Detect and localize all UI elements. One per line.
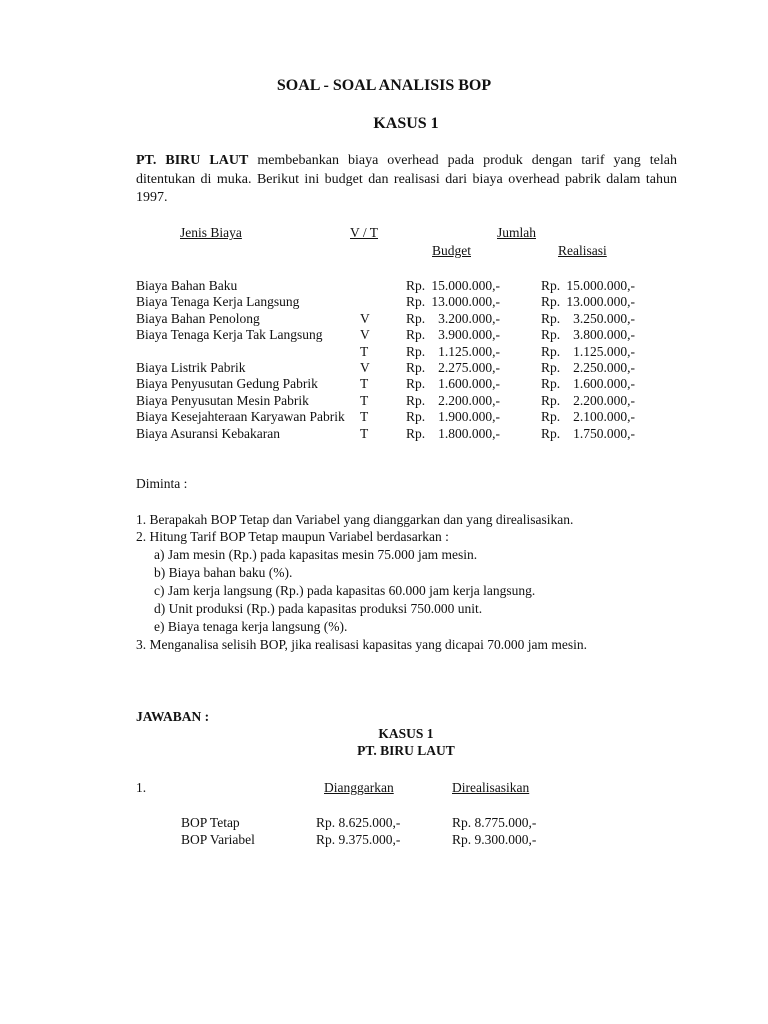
budget-amount: 3.900.000,- [438,327,500,343]
table-row [0,344,768,360]
realisasi-currency: Rp. [541,376,561,392]
answer-row-label: BOP Tetap [181,815,240,830]
jawaban-label: JAWABAN : [136,709,210,724]
budget-amount: 2.200.000,- [438,392,500,408]
table-row [0,294,768,310]
realisasi-currency: Rp. [541,409,561,425]
realisasi-amount: 1.125.000,- [573,343,635,359]
realisasi-amount: 2.250.000,- [573,360,635,375]
budget-amount: 1.800.000,- [438,425,500,441]
realisasi-currency: Rp. [541,392,561,408]
jawaban-company: PT. BIRU LAUT [357,743,455,758]
answer-row-label: BOP Variabel [181,832,255,847]
cost-type: T [360,343,369,359]
table-row [0,311,768,327]
budget-currency: Rp. [406,376,426,392]
list-item: 3. Menganalisa selisih BOP, jika realisasi kapasitas yang dicapai 70.000 jam mesin. [136,637,588,652]
cost-name: Biaya Penyusutan Gedung Pabrik [136,376,318,392]
answer-row-dianggarkan: Rp. 9.375.000,- [316,832,401,847]
list-item: e) Biaya tenaga kerja langsung (%). [154,619,348,634]
header-budget: Budget [432,243,471,258]
realisasi-amount: 3.800.000,- [573,327,635,343]
budget-amount: 1.900.000,- [438,409,500,425]
budget-amount: 13.000.000,- [431,294,500,310]
page-title: SOAL - SOAL ANALISIS BOP [276,77,492,94]
intro-paragraph [136,152,677,208]
answer-row-direalisasikan: Rp. 8.775.000,- [452,815,537,830]
realisasi-amount: 1.600.000,- [573,376,635,392]
budget-amount: 1.125.000,- [438,343,500,359]
budget-currency: Rp. [406,392,426,408]
realisasi-currency: Rp. [541,360,561,375]
header-realisasi: Realisasi [558,243,607,258]
cost-name: Biaya Bahan Baku [136,278,238,293]
realisasi-amount: 15.000.000,- [566,278,635,293]
realisasi-amount: 13.000.000,- [566,294,635,310]
case-title: KASUS 1 [373,115,439,132]
cost-name: Biaya Asuransi Kebakaran [136,425,280,441]
realisasi-currency: Rp. [541,278,561,293]
table-row [0,360,768,376]
realisasi-currency: Rp. [541,294,561,310]
budget-currency: Rp. [406,327,426,343]
cost-name: Biaya Kesejahteraan Karyawan Pabrik [136,409,345,425]
cost-name: Biaya Tenaga Kerja Langsung [136,294,300,310]
budget-currency: Rp. [406,409,426,425]
realisasi-amount: 3.250.000,- [573,310,635,326]
answer-row-direalisasikan: Rp. 9.300.000,- [452,832,537,847]
cost-type: T [360,425,369,441]
list-item: b) Biaya bahan baku (%). [154,565,293,580]
cost-type: V [360,360,370,375]
budget-currency: Rp. [406,360,426,375]
budget-currency: Rp. [406,278,426,293]
list-item: d) Unit produksi (Rp.) pada kapasitas produksi 750.000 unit. [154,601,483,616]
cost-name: Biaya Tenaga Kerja Tak Langsung [136,327,323,343]
table-row [0,278,768,294]
jawaban-kasus: KASUS 1 [378,726,434,741]
budget-currency: Rp. [406,310,426,326]
list-item: 2. Hitung Tarif BOP Tetap maupun Variabel berdasarkan : [136,529,449,544]
header-direalisasikan: Direalisasikan [452,780,530,795]
realisasi-amount: 2.200.000,- [573,392,635,408]
header-vt: V / T [350,225,379,240]
cost-name: Biaya Listrik Pabrik [136,360,246,375]
table-row [0,393,768,409]
realisasi-currency: Rp. [541,425,561,441]
intro-company: PT. BIRU LAUT [136,153,249,168]
list-item: a) Jam mesin (Rp.) pada kapasitas mesin 75.000 jam mesin. [154,547,478,562]
diminta-label: Diminta : [136,476,188,491]
answer-row-dianggarkan: Rp. 8.625.000,- [316,815,401,830]
budget-amount: 3.200.000,- [438,310,500,326]
list-item: c) Jam kerja langsung (Rp.) pada kapasitas 60.000 jam kerja langsung. [154,583,536,598]
budget-currency: Rp. [406,343,426,359]
list-item: 1. Berapakah BOP Tetap dan Variabel yang dianggarkan dan yang direalisasikan. [136,512,574,527]
table-row [0,409,768,425]
budget-currency: Rp. [406,294,426,310]
cost-type: V [360,327,370,343]
answer-number: 1. [136,780,147,795]
header-dianggarkan: Dianggarkan [324,780,394,795]
budget-amount: 2.275.000,- [438,360,500,375]
realisasi-amount: 1.750.000,- [573,425,635,441]
budget-amount: 15.000.000,- [431,278,500,293]
cost-type: T [360,409,369,425]
budget-currency: Rp. [406,425,426,441]
cost-type: V [360,310,370,326]
header-jenis-biaya: Jenis Biaya [180,225,242,240]
cost-name: Biaya Penyusutan Mesin Pabrik [136,392,309,408]
cost-type: T [360,376,369,392]
table-row [0,376,768,392]
realisasi-currency: Rp. [541,310,561,326]
realisasi-amount: 2.100.000,- [573,409,635,425]
cost-name: Biaya Bahan Penolong [136,310,260,326]
realisasi-currency: Rp. [541,327,561,343]
realisasi-currency: Rp. [541,343,561,359]
table-row [0,327,768,343]
table-row [0,426,768,442]
header-jumlah: Jumlah [497,225,536,240]
cost-type: T [360,392,369,408]
budget-amount: 1.600.000,- [438,376,500,392]
intro-text: membebankan biaya overhead pada produk dengan tarif yang telah ditentukan di muka. Berikut ini budget dan realisasi dari biaya overhead pabrik dalam tahun 1997. [136,153,677,205]
